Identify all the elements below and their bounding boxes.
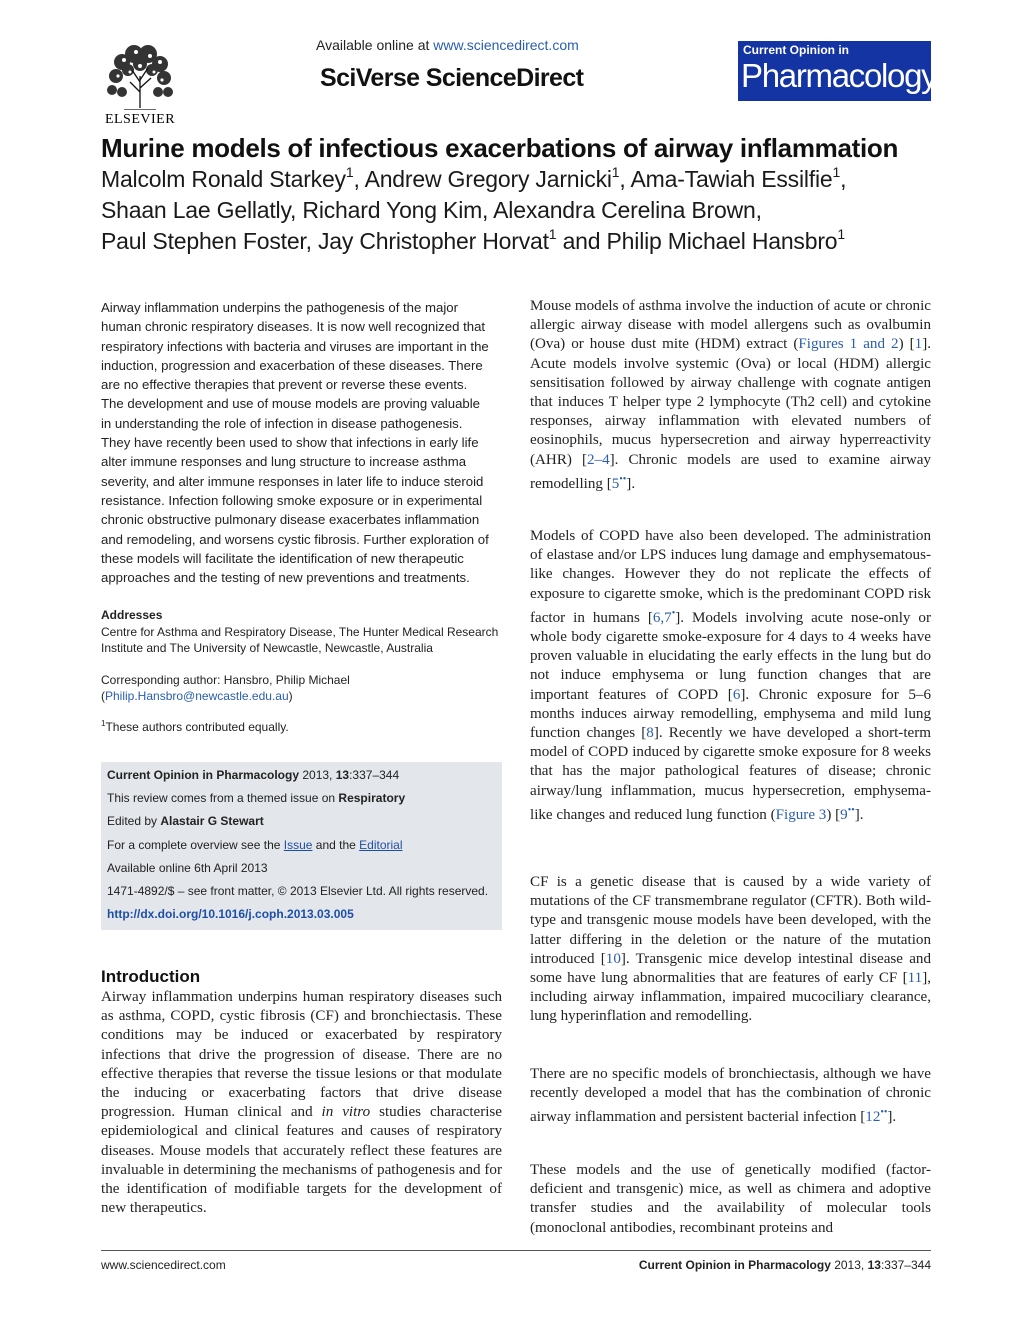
paragraph-text: ]. xyxy=(854,806,864,823)
citation-link[interactable]: 6,7 xyxy=(652,609,672,626)
author-text: Malcolm Ronald Starkey xyxy=(101,166,346,192)
overview-line xyxy=(107,838,403,852)
editor-name: Alastair G Stewart xyxy=(160,814,264,828)
author-affiliation-marker: 1 xyxy=(611,164,620,180)
body-paragraph-bronchiectasis xyxy=(530,1065,931,1128)
footer-pages: :337–344 xyxy=(880,1258,931,1272)
footer-year: 2013, xyxy=(830,1258,868,1272)
addresses-text: Centre for Asthma and Respiratory Disease, The Hunter Medical Research Institute and The University of Newcastle, Newcastle, Australia xyxy=(101,625,499,655)
editor-line xyxy=(107,814,264,828)
author-text: , Andrew Gregory Jarnicki xyxy=(353,166,612,192)
introduction-text xyxy=(101,988,502,1218)
citation-link[interactable]: 8 xyxy=(646,725,654,742)
author-line-1 xyxy=(101,166,941,193)
available-prefix: Available online at xyxy=(316,37,434,53)
paragraph-text: There are no specific models of bronchiectasis, although we have recently developed a model that has the combination of chronic airway inflammation and persistent bacterial infection [ xyxy=(530,1066,931,1126)
paragraph-text: ], including airway inflammation, impaired mucociliary clearance, lung hyperinflation and remodelling. xyxy=(530,970,931,1025)
body-paragraph-cf xyxy=(530,873,931,1027)
citation-link[interactable]: 10 xyxy=(605,950,621,967)
platform-name: SciVerse ScienceDirect xyxy=(320,64,584,92)
footnote-text: These authors contributed equally. xyxy=(105,720,289,734)
author-text: and Philip Michael Hansbro xyxy=(556,228,838,254)
author-line-3 xyxy=(101,228,941,255)
citation-journal: Current Opinion in Pharmacology xyxy=(107,768,300,782)
overview-prefix: For a complete overview see the xyxy=(107,838,284,852)
author-text: Paul Stephen Foster, Jay Christopher Horvat xyxy=(101,228,549,254)
footer-journal: Current Opinion in Pharmacology xyxy=(638,1258,831,1272)
citation-link[interactable]: 9 xyxy=(840,806,848,823)
citation-pages: :337–344 xyxy=(349,768,400,782)
footnote-marker: 1 xyxy=(101,719,106,728)
paragraph-text: ]. Chronic exposure for 5–6 months induces airway remodelling, emphysema and mild lung function changes [ xyxy=(530,686,931,742)
citation-link[interactable]: 6 xyxy=(732,686,741,703)
copyright-line: 1471-4892/$ – see front matter, © 2013 Elsevier Ltd. All rights reserved. xyxy=(107,884,489,898)
themed-issue-name: Respiratory xyxy=(338,791,406,805)
corresponding-author-text: Corresponding author: Hansbro, Philip Michael xyxy=(101,673,350,687)
figure-link[interactable]: Figures 1 and 2 xyxy=(798,336,899,353)
citation-link[interactable]: 1 xyxy=(914,336,923,353)
sciencedirect-link[interactable]: www.sciencedirect.com xyxy=(433,37,579,53)
addresses-heading: Addresses xyxy=(101,608,163,622)
citation-importance-marker: •• xyxy=(847,804,855,816)
available-date: Available online 6th April 2013 xyxy=(107,861,268,875)
themed-issue-prefix: This review comes from a themed issue on xyxy=(107,791,339,805)
paragraph-text: ]. Transgenic mice develop intestinal disease and some have lung abnormalities that are features of early CF [ xyxy=(530,950,931,987)
paragraph-text: ) [ xyxy=(826,806,841,823)
introduction-italic: in vitro xyxy=(321,1104,371,1121)
journal-name: Pharmacology xyxy=(741,57,937,94)
citation-link[interactable]: 5 xyxy=(611,475,620,492)
author-affiliation-marker: 1 xyxy=(837,226,845,242)
paragraph-text: ]. Recently we have developed a short-term model of COPD induced by cigarette smoke exposure for 8 weeks that has the major pathological features of disease; chronic airway/lung inflammation, mucus hypersecretion, emphysema-like changes and reduced lung function ( xyxy=(530,725,931,823)
issue-link[interactable]: Issue xyxy=(283,838,313,852)
publisher-wordmark: ELSEVIER xyxy=(104,112,176,127)
citation-link[interactable]: 2–4 xyxy=(587,451,610,468)
doi-link[interactable]: http://dx.doi.org/10.1016/j.coph.2013.03.005 xyxy=(107,907,354,921)
body-paragraph-copd xyxy=(530,527,931,825)
footer-volume: 13 xyxy=(867,1258,881,1272)
paragraph-text: ]. Chronic models are used to examine airway remodelling [ xyxy=(530,451,931,492)
paragraph-text: Mouse models of asthma involve the induction of acute or chronic allergic airway disease with model allergens such as ovalbumin (Ova) or house dust mite (HDM) extract ( xyxy=(530,298,931,353)
author-text: , xyxy=(840,166,847,192)
author-text: , Ama-Tawiah Essilfie xyxy=(619,166,833,192)
author-affiliation-marker: 1 xyxy=(832,164,841,180)
introduction-text-part: studies characterise epidemiological and clinical features and causes of respiratory diseases. Mouse models that accurately reflect these features are invaluable in determining the mechanisms of pathogenesis and for the identification of modifiable targets for the development of new therapeutics. xyxy=(101,1104,503,1217)
footer-citation xyxy=(639,1258,931,1272)
paragraph-text: Models of COPD have also been developed. The administration of elastase and/or LPS induces lung damage and emphysematous-like changes. However they do not replicate the effects of exposure to cigarette smoke, which is the predominant COPD risk factor in humans [ xyxy=(530,528,931,626)
themed-issue-line xyxy=(107,791,405,805)
corresponding-email-link[interactable]: Philip.Hansbro@newcastle.edu.au xyxy=(105,689,289,703)
journal-kicker: Current Opinion in xyxy=(743,43,849,57)
journal-logo xyxy=(738,41,937,101)
article-info-box xyxy=(101,762,502,930)
citation-importance-marker: •• xyxy=(619,473,627,485)
publisher-logo xyxy=(98,42,182,128)
footer-site-link[interactable]: www.sciencedirect.com xyxy=(101,1258,226,1272)
paragraph-text: ]. xyxy=(887,1109,897,1126)
citation-link[interactable]: 11 xyxy=(907,970,923,987)
elsevier-tree-icon xyxy=(102,42,178,110)
paragraph-text: ]. Acute models involve systemic (Ova) or local (HDM) allergic sensitisation followed by airway challenge with cognate antigen that induces T helper type 2 lymphocyte (Th2 cell) and cytokine responses, airway inflammation with elevated numbers of eosinophils, mucus hypersecretion and airway hyperreactivity (AHR) [ xyxy=(530,336,931,468)
corresponding-author: Corresponding author: Hansbro, Philip Michael (Philip.Hansbro@newcastle.edu.au) xyxy=(101,673,350,703)
author-line-2 xyxy=(101,197,941,224)
author-affiliation-marker: 1 xyxy=(548,226,557,242)
editor-prefix: Edited by xyxy=(107,814,161,828)
citation-year: 2013, xyxy=(299,768,336,782)
citation-volume: 13 xyxy=(335,768,350,782)
author-affiliation-marker: 1 xyxy=(345,164,354,180)
paragraph-text: ]. Models involving acute nose-only or whole body cigarette smoke-exposure for 4 days to 4 weeks have proven valuable in elucidating the early effects in the lung but do not induce emphysema or lung function changes that are important features of COPD [ xyxy=(530,609,931,703)
body-paragraph-asthma xyxy=(530,297,931,494)
citation-importance-marker: • xyxy=(671,607,676,619)
introduction-text-part: Airway inflammation underpins human respiratory diseases such as asthma, COPD, cystic fibrosis (CF) and bronchiectasis. These conditions may be induced or exacerbated by respiratory infections that drive the progression of disease. There are no effective therapies that reverse the tissue lesions or that modulate the inducing or exacerbating factors that drive disease progression. Human clinical and xyxy=(101,989,502,1121)
abstract: Airway inflammation underpins the pathogenesis of the major human chronic respiratory diseases. It is now well recognized that respiratory infections with bacteria and viruses are important in the induction, progression and exacerbation of these diseases. There are no effective therapies that prevent or reverse these events. The development and use of mouse models are proving valuable in understanding the role of infection in disease pathogenesis. They have recently been used to show that infections in early life alter immune responses and lung structure to increase asthma severity, and alter immune responses in later life to induce steroid resistance. Infection following smoke exposure or in experimental chronic obstructive pulmonary disease exacerbates inflammation and remodeling, and worsens cystic fibrosis. Further exploration of these models will facilitate the identification of new therapeutic approaches and the testing of new preventions and treatments. xyxy=(101,300,489,586)
article-title: Murine models of infectious exacerbations of airway inflammation xyxy=(101,133,899,163)
author-text: Shaan Lae Gellatly, Richard Yong Kim, Alexandra Cerelina Brown, xyxy=(101,197,762,223)
citation-line xyxy=(107,768,399,782)
footer-divider xyxy=(101,1250,931,1251)
introduction-heading: Introduction xyxy=(101,967,201,986)
paragraph-text: ]. xyxy=(626,475,636,492)
citation-link[interactable]: 12 xyxy=(865,1109,881,1126)
body-paragraph-models xyxy=(530,1161,931,1238)
editorial-link[interactable]: Editorial xyxy=(359,838,403,852)
paragraph-text: These models and the use of genetically modified (factor-deficient and transgenic) mice, as well as chimera and adoptive transfer studies and the availability of molecular tools (monoclonal antibodies, recombinant proteins and xyxy=(530,1162,931,1236)
citation-importance-marker: •• xyxy=(880,1107,888,1119)
available-online-line xyxy=(316,37,579,53)
overview-mid: and the xyxy=(312,838,360,852)
figure-link[interactable]: Figure 3 xyxy=(775,806,827,823)
paragraph-text: ) [ xyxy=(898,336,915,353)
footnote xyxy=(101,719,289,734)
paragraph-text: CF is a genetic disease that is caused by a wide variety of mutations of the CF transmembrane regulator (CFTR). Both wild-type and transgenic mouse models have been developed, with the latter differing in the deletion or the nature of the mutation introduced [ xyxy=(530,874,931,967)
